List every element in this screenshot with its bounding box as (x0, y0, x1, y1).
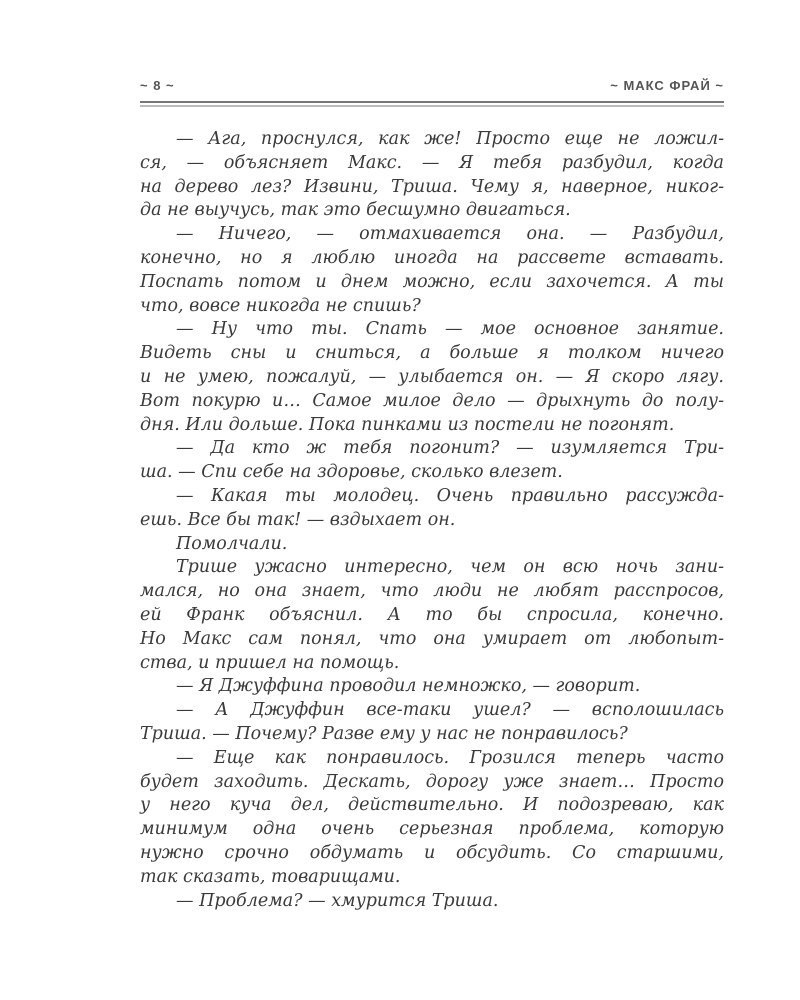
header-rule-secondary (140, 105, 724, 107)
text-line: Трише ужасно интересно, чем он всю ночь зани- (176, 557, 724, 578)
text-line: — Еще как понравилось. Грозился теперь часто (176, 747, 724, 768)
paragraph (140, 747, 724, 890)
text-line: так сказать, товарищами. (140, 866, 401, 887)
running-title: ~ МАКС ФРАЙ ~ (610, 78, 724, 93)
text-line: ешь. Все бы так! — вздыхает он. (140, 509, 456, 530)
paragraph (140, 699, 724, 747)
paragraph (140, 556, 724, 675)
text-line: ей Франк объяснил. А то бы спросила, конечно. (140, 604, 724, 625)
paragraph (140, 318, 724, 437)
text-line: Вот покурю и… Самое милое дело — дрыхнуть до полу- (140, 390, 724, 411)
text-line: на дерево лез? Извини, Триша. Чему я, наверное, никог- (140, 176, 724, 197)
text-line: будет заходить. Дескать, дорогу уже знает… Просто (140, 771, 724, 792)
text-line: — Какая ты молодец. Очень правильно рассужда- (176, 485, 724, 506)
text-line: нужно срочно обдумать и обсудить. Со старшими, (140, 842, 724, 863)
text-line: Поспать потом и днем можно, если захочется. А ты (140, 271, 724, 292)
text-line: Помолчали. (176, 533, 288, 554)
page-number: ~ 8 ~ (140, 78, 175, 93)
text-line: ся, — объясняет Макс. — Я тебя разбудил, когда (140, 152, 724, 173)
paragraph (140, 890, 724, 914)
running-header (140, 78, 724, 98)
text-line: — А Джуффин все-таки ушел? — всполошилась (176, 700, 724, 721)
text-line: у него куча дел, действительно. И подозреваю, как (140, 795, 724, 816)
text-line: Триша. — Почему? Разве ему у нас не понравилось? (140, 723, 628, 744)
page-body-text (140, 128, 724, 913)
text-line: что, вовсе никогда не спишь? (140, 295, 421, 316)
paragraph (140, 128, 724, 223)
text-line: конечно, но я люблю иногда на рассвете вставать. (140, 247, 724, 268)
text-line: да не выучусь, так это бесшумно двигаться. (140, 200, 571, 221)
text-line: Но Макс сам понял, что она умирает от любопыт- (140, 628, 724, 649)
text-line: — Да кто ж тебя погонит? — изумляется Три- (176, 438, 724, 459)
text-line: — Ничего, — отмахивается она. — Разбудил, (176, 224, 724, 245)
text-line: ства, и пришел на помощь. (140, 652, 400, 673)
text-line: Видеть сны и сниться, а больше я толком ничего (140, 343, 724, 364)
text-line: мался, но она знает, что люди не любят расспросов, (140, 581, 724, 602)
text-line: дня. Или дольше. Пока пинками из постели не погонят. (140, 414, 675, 435)
paragraph (140, 675, 724, 699)
text-line: — Проблема? — хмурится Триша. (176, 890, 499, 911)
paragraph (140, 533, 724, 557)
paragraph (140, 437, 724, 485)
header-rule (140, 101, 724, 103)
text-line: — Ага, проснулся, как же! Просто еще не ложил- (176, 129, 724, 149)
text-line: и не умею, пожалуй, — улыбается он. — Я скоро лягу. (140, 366, 724, 387)
paragraph (140, 485, 724, 533)
text-line: — Я Джуффина проводил немножко, — говорит. (176, 676, 641, 697)
text-line: ша. — Спи себе на здоровье, сколько влезет. (140, 462, 563, 483)
text-line: — Ну что ты. Спать — мое основное занятие. (176, 319, 724, 340)
paragraph (140, 223, 724, 318)
text-line: минимум одна очень серьезная проблема, которую (140, 819, 724, 840)
